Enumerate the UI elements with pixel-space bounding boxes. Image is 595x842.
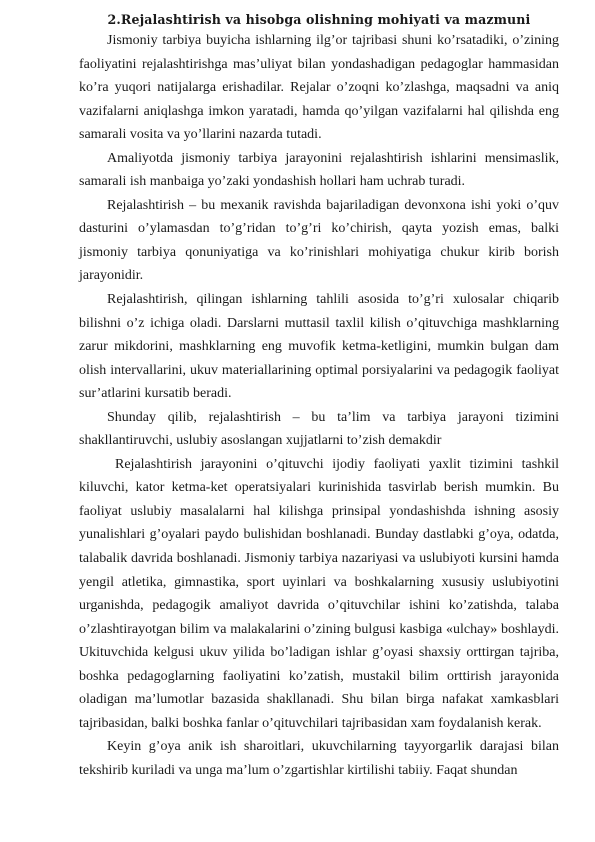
paragraph-7: Keyin g’oya anik ish sharoitlari, ukuvchilarning tayyorgarlik darajasi bilan tekshirib kuriladi va unga ma’lum o’zgartishlar kirtilishi tabiiy. Faqat shundan xyxy=(79,739,559,778)
paragraph-1: Jismoniy tarbiya buyicha ishlarning ilg’or tajribasi shuni ko’rsatadiki, o’zining faoliyatini rejalashtirishga mas’uliyat bilan yondashadigan pedagoglar hammasidan ko’ra yuqori natijalarga erishadilar. Rejalar o’zoqni ko’zlashga, maqsadni va aniq vazifalarni aniqlashga imkon yaratadi, hamda qo’yilgan vazifalarni hal qilishda eng samarali vosita va yo’llarini nazarda tutadi. xyxy=(79,33,559,143)
paragraph-4: Rejalashtirish, qilingan ishlarning tahlili asosida to’g’ri xulosalar chiqarib bilishni o’z ichiga oladi. Darslarni muttasil taxlil kilish o’qituvchiga mashklarning zarur mikdorini, mashklarning eng muvofik ketma-ketligini, mumkin bulgan dam olish intervallarini, ukuv materiallarining optimal porsiyalarini va pedagogik faoliyat sur’atlarini kursatib beradi. xyxy=(79,292,559,402)
paragraph-5: Shunday qilib, rejalashtirish – bu ta’lim va tarbiya jarayoni tizimini shakllantiruvchi, uslubiy asoslangan xujjatlarni to’zish demakdir xyxy=(79,409,559,449)
paragraph-6: Rejalashtirish jarayonini o’qituvchi ijodiy faoliyati yaxlit tizimini tashkil kiluvchi, kator ketma-ket operatsiyalari kurinishida tasvirlab berish mumkin. Bu faoliyat uslubiy masalalarni hal kilishga prinsipal yondashishda ishning asosiy yunalishlari g’oyalari paydo bulishidan boshlanadi. Bunday dastlabki g’oya, odatda, talabalik davrida boshlanadi. Jismoniy tarbiya nazariyasi va uslubiyoti kursini hamda yengil atletika, gimnastika, sport uyinlari va boshkalarning xususiy uslubiyotini urganishda, pedagogik amaliyot davrida o’qituvchilar ishini ko’zatishda, talaba o’zlashtirayotgan bilim va malakalarini o’zining bulgusi kasbiga «ulchay» boshlaydi. Ukituvchida kelgusi ukuv yilida bo’ladigan ishlar g’oyasi shaxsiy orttirgan tajriba, boshka pedagoglarning faoliyatini ko’zatish, mustakil bilim orttirish jarayonida oladigan ma’lumotlar bazasida shakllanadi. Shu bilan birga nafakat xamkasblari tajribasidan, balki boshka fanlar o’qituvchilari tajribasidan xam foydalanish kerak. xyxy=(79,456,559,731)
paragraph-2: Amaliyotda jismoniy tarbiya jarayonini rejalashtirish ishlarini mensimaslik, samarali ish manbaiga yo’zaki yondashish hollari ham uchrab turadi. xyxy=(79,150,559,190)
section-title: 2.Rejalashtirish va hisobga olishning mohiyati va mazmuni xyxy=(107,12,531,27)
paragraph-3: Rejalashtirish – bu mexanik ravishda bajariladigan devonxona ishi yoki o’quv dasturini o’ylamasdan to’g’ridan to’g’ri ko’chirish, qayta yozish emas, balki jismoniy tarbiya qonuniyatiga va ko’rinishlari mohiyatiga chukur kirib borish jarayonidir. xyxy=(79,197,559,284)
